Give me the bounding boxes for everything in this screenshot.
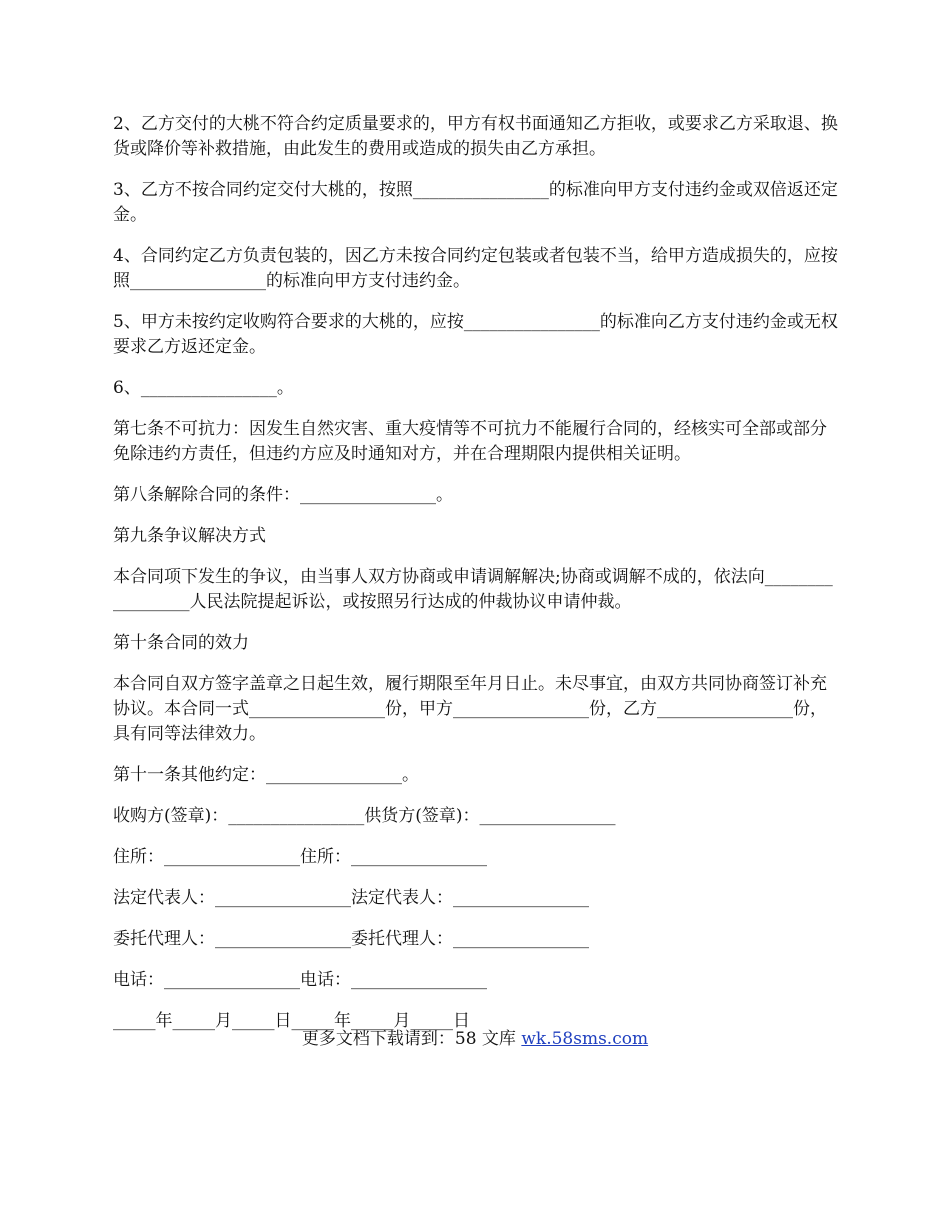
clause-5-purchase-penalty: 5、甲方未按约定收购符合要求的大桃的，应按________________的标准向乙方支付违约金或无权要求乙方返还定金。 xyxy=(113,312,838,357)
download-footer xyxy=(0,1027,950,1052)
article-7-force-majeure: 第七条不可抗力：因发生自然灾害、重大疫情等不可抗力不能履行合同的，经核实可全部或部分免除违约方责任，但违约方应及时通知对方，并在合理期限内提供相关证明。 xyxy=(113,419,827,464)
signature-line-phone: 电话：________________电话：________________ xyxy=(113,970,487,990)
clause-3-delivery-penalty: 3、乙方不按合同约定交付大桃的，按照________________的标准向甲方支付违约金或双倍返还定金。 xyxy=(113,180,838,225)
article-10-validity-text: 本合同自双方签字盖章之日起生效，履行期限至年月日止。未尽事宜，由双方共同协商签订补充协议。本合同一式________________份，甲方________________份，乙方________________份，具有同等法律效力。 xyxy=(113,674,827,744)
footer-link[interactable]: wk.58sms.com xyxy=(521,1029,649,1049)
article-8-termination: 第八条解除合同的条件：________________。 xyxy=(113,485,453,505)
signature-line-address: 住所：________________住所：________________ xyxy=(113,847,487,867)
signature-line-legal-rep: 法定代表人：________________法定代表人：________________ xyxy=(113,888,589,908)
clause-4-packaging-penalty: 4、合同约定乙方负责包装的，因乙方未按合同约定包装或者包装不当，给甲方造成损失的，应按照________________的标准向甲方支付违约金。 xyxy=(113,246,838,291)
footer-prefix: 更多文档下载请到：58 文库 xyxy=(301,1029,522,1049)
signature-line-parties: 收购方(签章)：________________供货方(签章)：________________ xyxy=(113,806,616,826)
clause-2-quality-rejection: 2、乙方交付的大桃不符合约定质量要求的，甲方有权书面通知乙方拒收，或要求乙方采取退、换货或降价等补救措施，由此发生的费用或造成的损失由乙方承担。 xyxy=(113,114,838,159)
signature-line-agent: 委托代理人：________________委托代理人：________________ xyxy=(113,929,589,949)
document-body xyxy=(113,112,841,1050)
clause-6-blank: 6、________________。 xyxy=(113,378,294,398)
article-9-heading: 第九条争议解决方式 xyxy=(113,526,266,546)
signature-line-date: _____年_____月_____日_____年_____月_____日 xyxy=(113,1011,470,1031)
article-10-heading: 第十条合同的效力 xyxy=(113,633,249,653)
article-11-other: 第十一条其他约定：________________。 xyxy=(113,765,419,785)
article-9-dispute-text: 本合同项下发生的争议，由当事人双方协商或申请调解解决;协商或调解不成的，依法向_________________人民法院提起诉讼，或按照另行达成的仲裁协议申请仲裁。 xyxy=(113,567,833,612)
